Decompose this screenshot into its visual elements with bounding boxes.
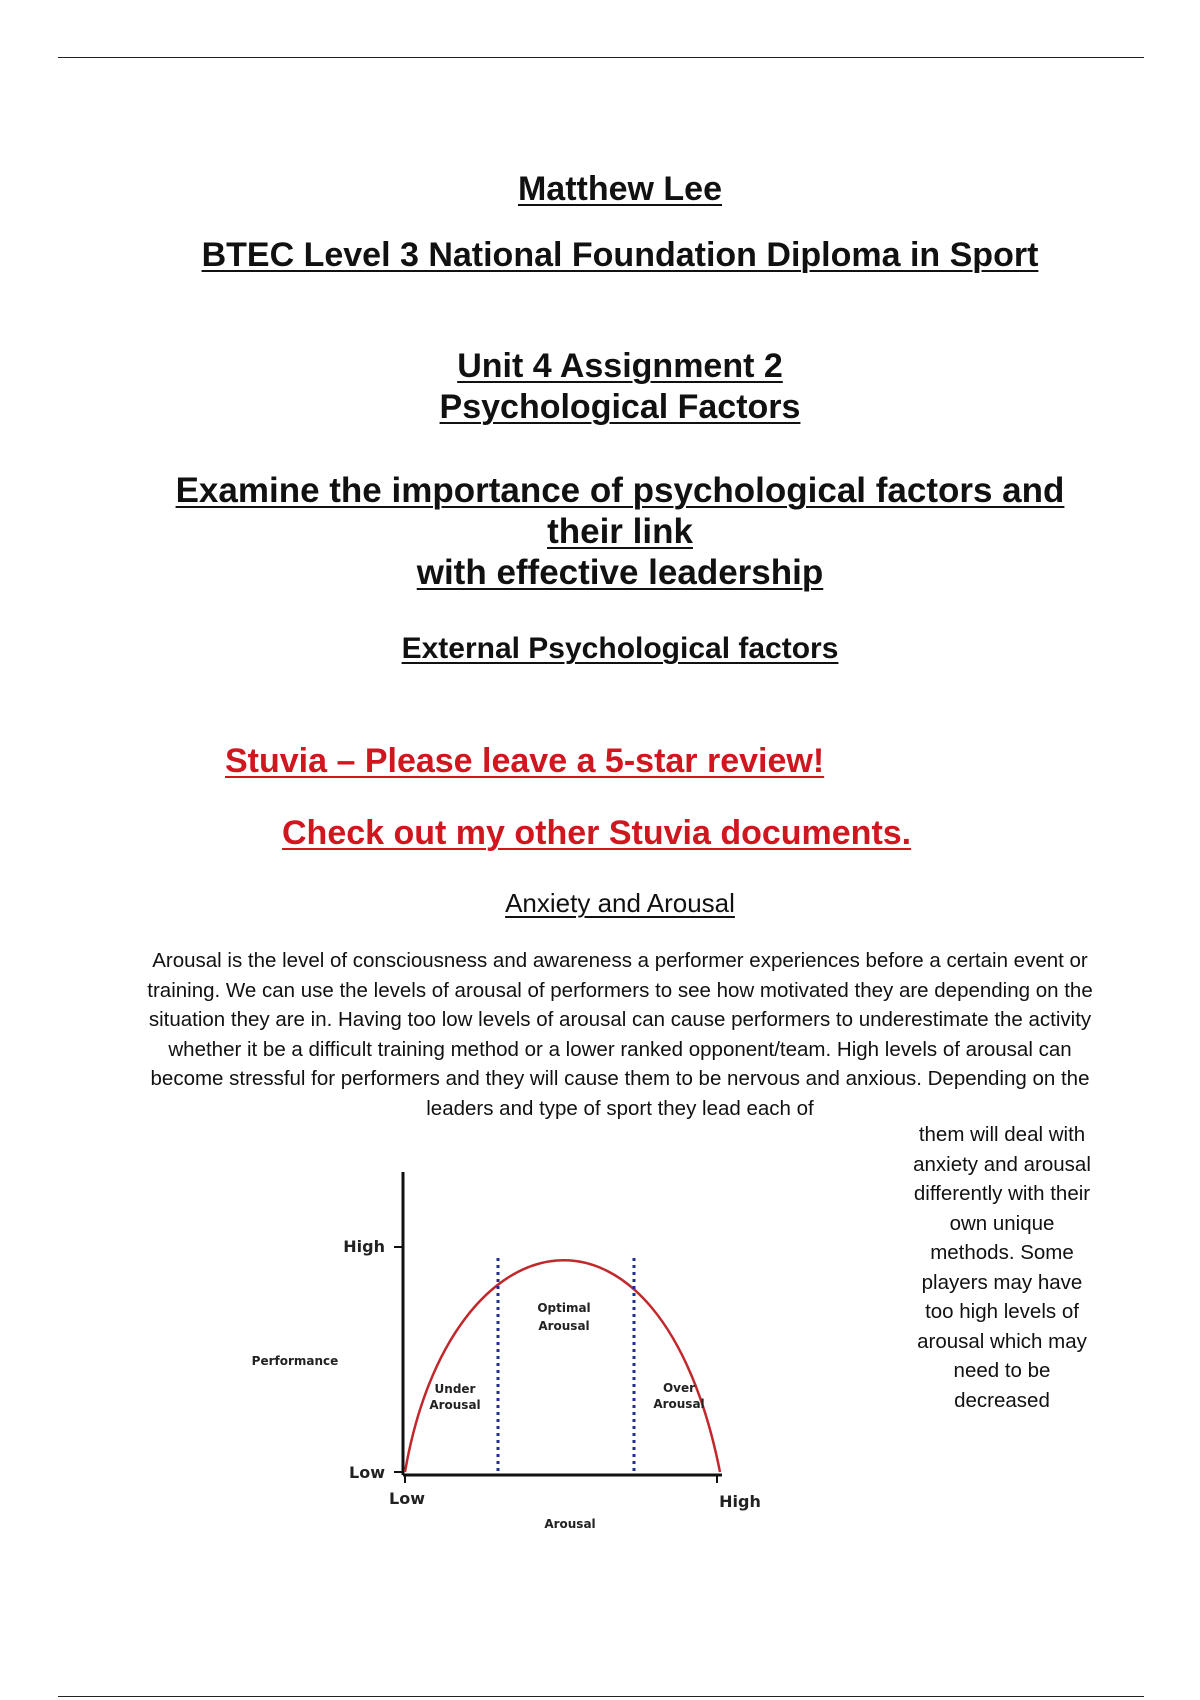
section-title: Anxiety and Arousal bbox=[505, 888, 735, 918]
unit-heading bbox=[0, 346, 1200, 428]
unit-topic: Psychological Factors bbox=[439, 388, 801, 426]
course-title: BTEC Level 3 National Foundation Diploma in Sport bbox=[201, 236, 1039, 274]
side-paragraph: them will deal with anxiety and arousal differently with their own unique methods. Some players may have too high levels of arousal which may need to be decreased bbox=[913, 1123, 1091, 1412]
zone-under-line2: Arousal bbox=[429, 1398, 481, 1412]
unit-title: Unit 4 Assignment 2 bbox=[457, 347, 783, 385]
author-name: Matthew Lee bbox=[517, 170, 723, 208]
title-line-1: Examine the importance of psychological factors and bbox=[175, 471, 1065, 510]
title-line-3: with effective leadership bbox=[416, 553, 824, 592]
x-label-low: Low bbox=[389, 1489, 425, 1508]
zone-over-line2: Arousal bbox=[653, 1397, 705, 1411]
bottom-rule bbox=[58, 1696, 1144, 1697]
x-axis-title: Arousal bbox=[544, 1517, 596, 1531]
subheading: External Psychological factors bbox=[401, 632, 839, 665]
inverted-u-chart bbox=[160, 1150, 860, 1550]
zone-under-line1: Under bbox=[434, 1382, 476, 1396]
zone-optimal-line2: Arousal bbox=[538, 1319, 590, 1333]
zone-over-line1: Over bbox=[662, 1381, 696, 1395]
y-label-high: High bbox=[343, 1237, 385, 1256]
zone-optimal-line1: Optimal bbox=[537, 1301, 591, 1315]
top-rule bbox=[58, 57, 1144, 58]
promo-review: Stuvia – Please leave a 5-star review! bbox=[225, 742, 825, 780]
assignment-title bbox=[0, 470, 1200, 593]
title-line-2: their link bbox=[547, 512, 693, 551]
y-axis-title: Performance bbox=[251, 1354, 339, 1368]
performance-curve bbox=[405, 1260, 720, 1472]
body-paragraph: Arousal is the level of consciousness and awareness a performer experiences before a certain event or training. We can use the levels of arousal of performers to see how motivated they are depending on the situation they are in. Having too low levels of arousal can cause performers to underestimate the activity whether it be a difficult training method or a lower ranked opponent/team. High levels of arousal can become stressful for performers and they will cause them to be nervous and anxious. Depending on the leaders and type of sport they lead each of bbox=[147, 949, 1093, 1120]
x-label-high: High bbox=[719, 1492, 761, 1511]
y-label-low: Low bbox=[349, 1463, 385, 1482]
promo-documents: Check out my other Stuvia documents. bbox=[282, 814, 912, 852]
